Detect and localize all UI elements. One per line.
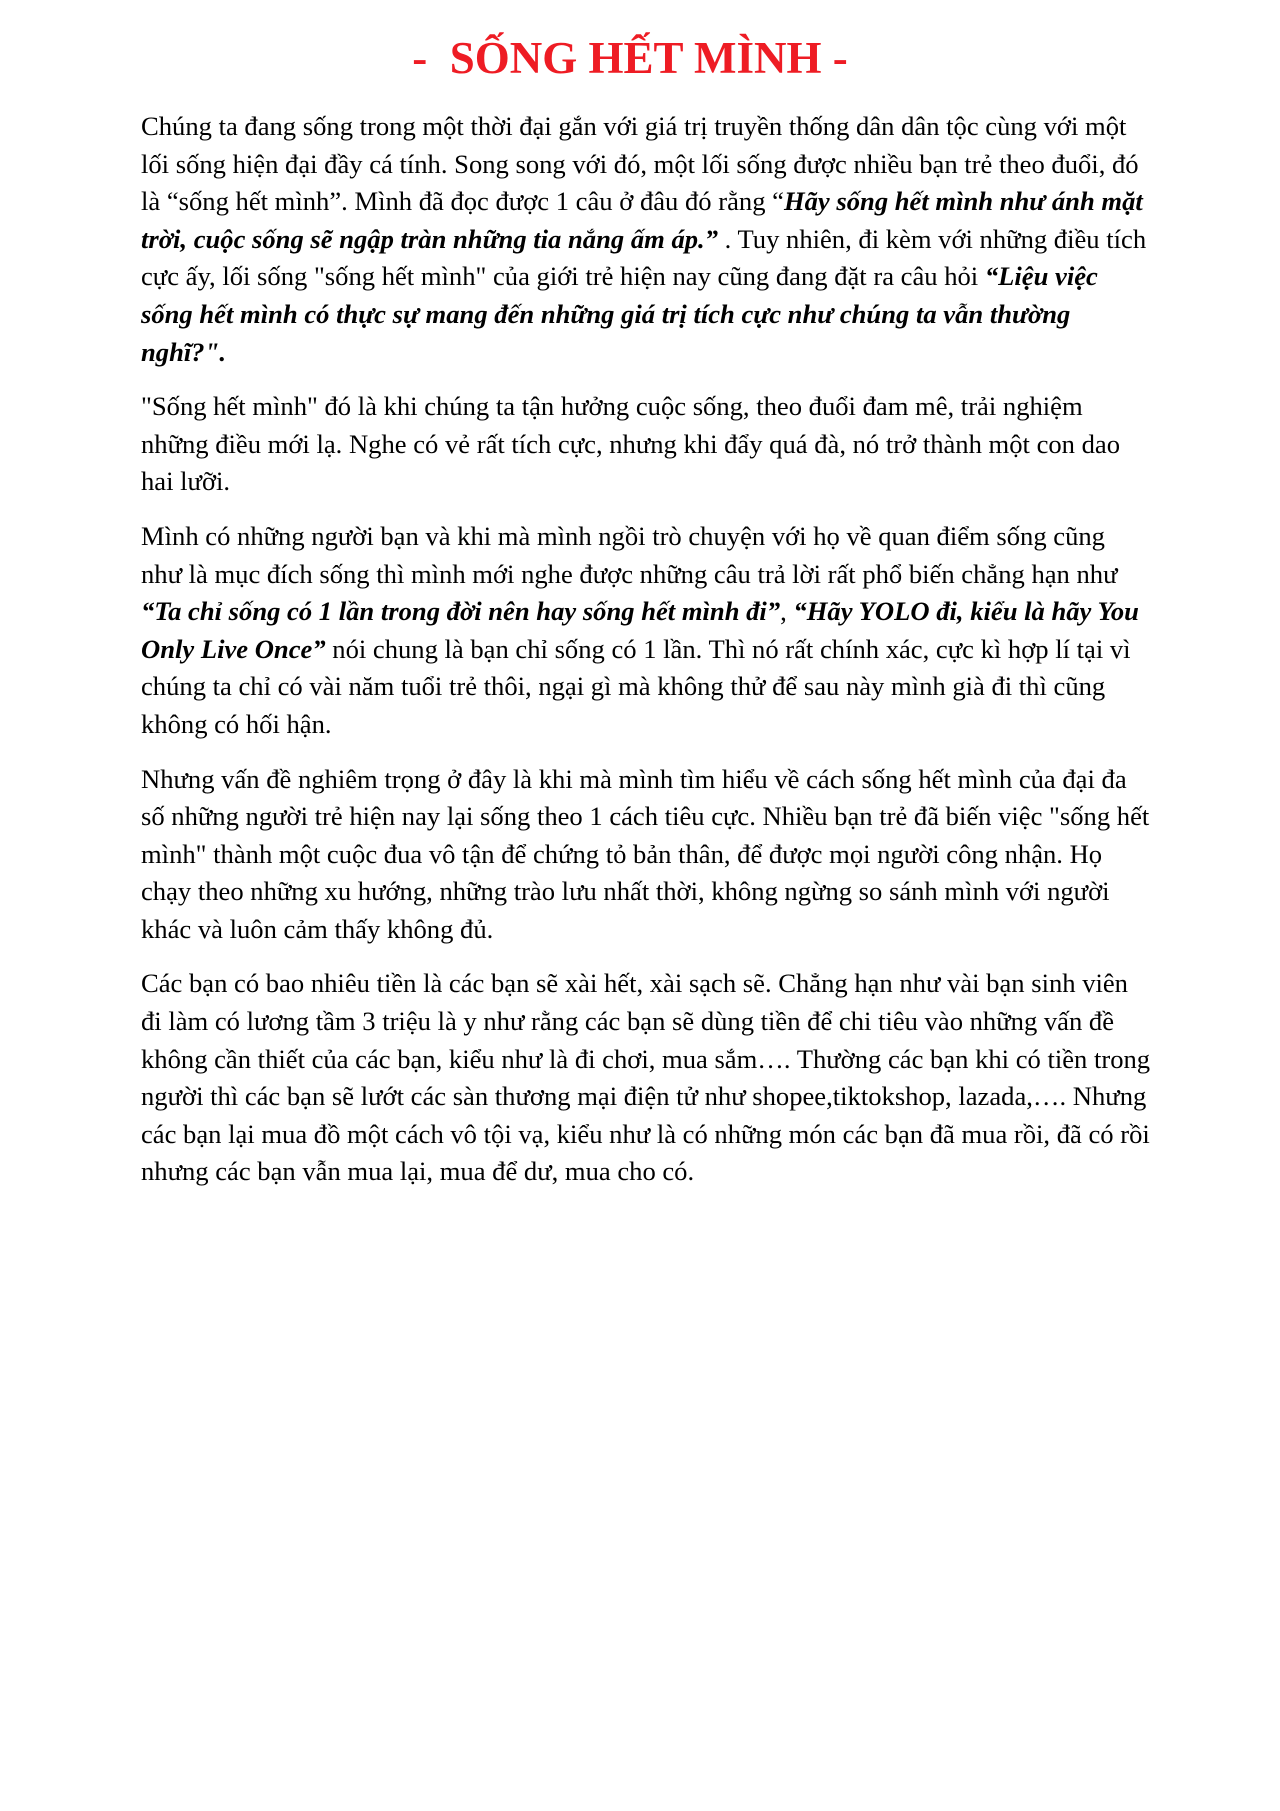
paragraph-5-text: Các bạn có bao nhiêu tiền là các bạn sẽ xài hết, xài sạch sẽ. Chẳng hạn như vài bạn sinh viên đi làm có lương tầm 3 triệu là y như rằng các bạn sẽ dùng tiền để chi tiêu vào những vấn đề không cần thiết của các bạn, kiểu như là đi chơi, mua sắm…. Thường các bạn khi có tiền trong người thì các bạn sẽ lướt các sàn thương mại điện tử như shopee,tiktokshop, lazada,…. Nhưng các bạn lại mua đồ một cách vô tội vạ, kiểu như là có những món các bạn đã mua rồi, đã có rồi nhưng các bạn vẫn mua lại, mua để dư, mua cho có. — [141, 968, 1151, 1187]
paragraph-3 — [141, 518, 1151, 744]
paragraph-3-text-2: nói chung là bạn chỉ sống có 1 lần. Thì nó rất chính xác, cực kì hợp lí tại vì chúng ta chỉ có vài năm tuổi trẻ thôi, ngại gì mà không thử để sau này mình già đi thì cũng không có hối hận. — [141, 633, 1131, 739]
paragraph-3-quote-live-once: “Ta chỉ sống có 1 lần trong đời nên hay sống hết mình đi” — [141, 596, 781, 627]
paragraph-3-comma: , — [780, 596, 794, 627]
paragraph-5 — [141, 965, 1151, 1191]
paragraph-3-text-1: Mình có những người bạn và khi mà mình ngồi trò chuyện với họ về quan điểm sống cũng như là mục đích sống thì mình mới nghe được những câu trả lời rất phổ biến chẳng hạn như — [141, 520, 1118, 589]
document-title: - SỐNG HẾT MÌNH - — [412, 33, 848, 83]
paragraph-1 — [141, 108, 1151, 371]
paragraph-2-text: "Sống hết mình" đó là khi chúng ta tận hưởng cuộc sống, theo đuổi đam mê, trải nghiệm những điều mới lạ. Nghe có vẻ rất tích cực, nhưng khi đẩy quá đà, nó trở thành một con dao hai lưỡi. — [141, 391, 1121, 497]
paragraph-1-quote-sunlight: Hãy sống hết mình như ánh mặt trời, cuộc sống sẽ ngập tràn những tia nắng ấm áp.” — [141, 186, 1143, 254]
document-body — [141, 108, 1151, 1208]
paragraph-4-text: Nhưng vấn đề nghiêm trọng ở đây là khi mà mình tìm hiểu về cách sống hết mình của đại đa số những người trẻ hiện nay lại sống theo 1 cách tiêu cực. Nhiều bạn trẻ đã biến việc "sống hết mình" thành một cuộc đua vô tận để chứng tỏ bản thân, để được mọi người công nhận. Họ chạy theo những xu hướng, những trào lưu nhất thời, không ngừng so sánh mình với người khác và luôn cảm thấy không đủ. — [141, 763, 1150, 944]
paragraph-4 — [141, 761, 1151, 949]
paragraph-1-text-1: Chúng ta đang sống trong một thời đại gắn với giá trị truyền thống dân dân tộc cùng với một lối sống hiện đại đầy cá tính. Song song với đó, một lối sống được nhiều bạn trẻ theo đuổi, đó là “sống hết mình”. Mình đã đọc được 1 câu ở đâu đó rằng “ — [141, 111, 1139, 217]
paragraph-1-text-2: . Tuy nhiên, đi kèm với những điều tích cực ấy, lối sống "sống hết mình" của giới trẻ hiện nay cũng đang đặt ra câu hỏi — [141, 223, 1147, 292]
paragraph-2 — [141, 388, 1151, 501]
paragraph-3-quote-yolo: “Hãy YOLO đi, kiểu là hãy You Only Live Once” — [141, 596, 1139, 664]
paragraph-1-question: “Liệu việc sống hết mình có thực sự mang đến những giá trị tích cực như chúng ta vẫn thường nghĩ?". — [141, 261, 1098, 367]
